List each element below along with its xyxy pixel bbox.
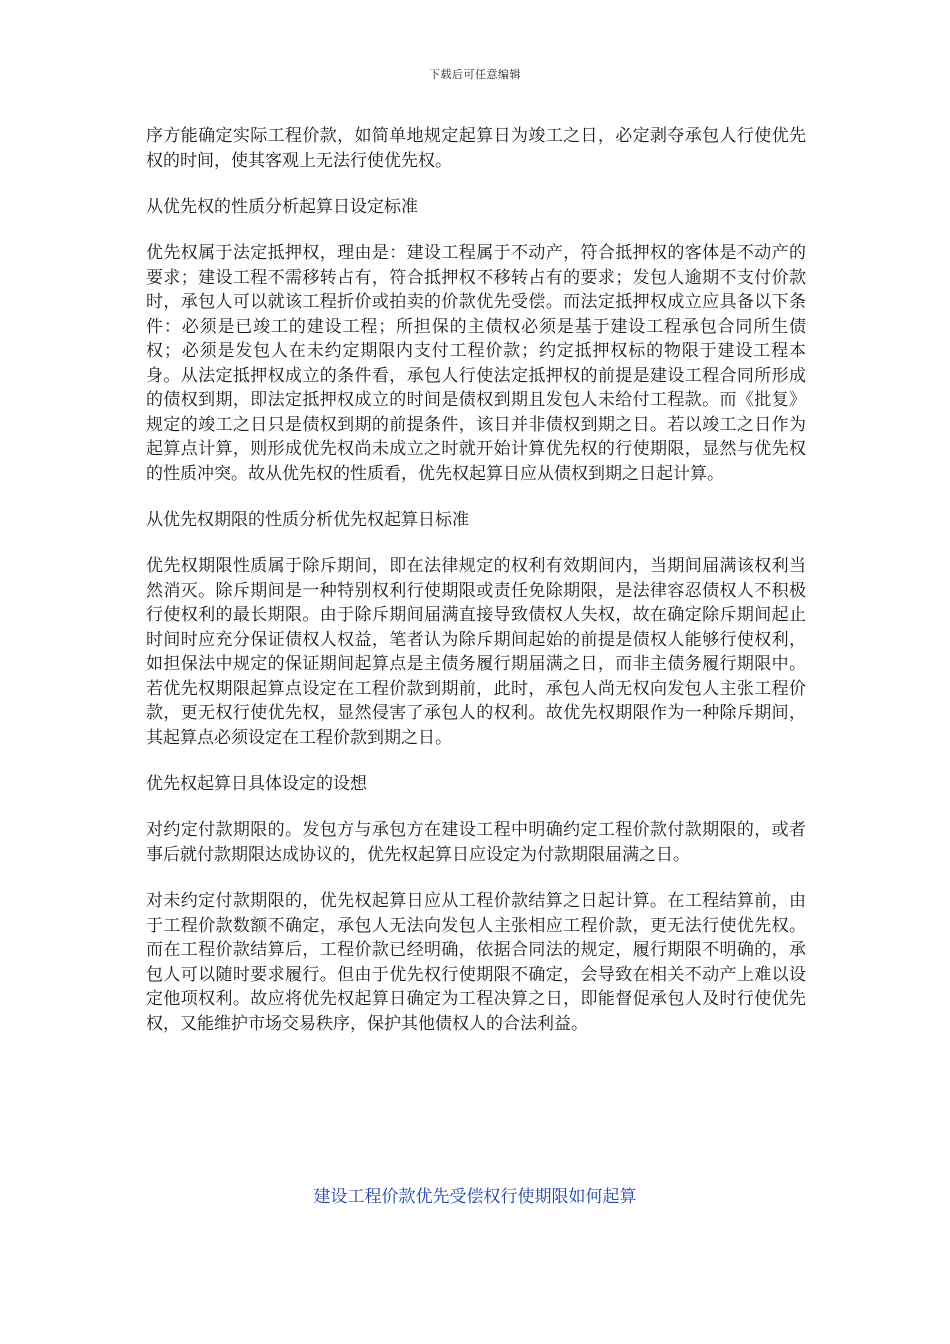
section-heading-proposal: 优先权起算日具体设定的设想 [146,774,367,794]
paragraph-agreed-term: 对约定付款期限的。发包方与承包方在建设工程中明确约定工程价款付款期限的，或者事后就付款期限达成协议的，优先权起算日应设定为付款期限届满之日。 [146,820,806,865]
section-heading-nature: 从优先权的性质分析起算日设定标准 [146,197,418,217]
paragraph-nature: 优先权属于法定抵押权，理由是：建设工程属于不动产，符合抵押权的客体是不动产的要求；建设工程不需移转占有，符合抵押权不移转占有的要求；发包人逾期不支付价款时，承包人可以就该工程折价或拍卖的价款优先受偿。而法定抵押权成立应具备以下条件：必须是已竣工的建设工程；所担保的主债权必须是基于建设工程承包合同所生债权；必须是发包人在未约定期限内支付工程价款；约定抵押权标的物限于建设工程本身。从法定抵押权成立的条件看，承包人行使法定抵押权的前提是建设工程合同所形成的债权到期，即法定抵押权成立的时间是债权到期且发包人未给付工程款。而《批复》规定的竣工之日只是债权到期的前提条件，该日并非债权到期之日。若以竣工之日作为起算点计算，则形成优先权尚未成立之时就开始计算优先权的行使期限，显然与优先权的性质冲突。故从优先权的性质看，优先权起算日应从债权到期之日起计算。 [146,243,806,484]
document-body [146,124,806,1058]
paragraph-period: 优先权期限性质属于除斥期间，即在法律规定的权利有效期间内，当期间届满该权利当然消灭。除斥期间是一种特别权利行使期限或责任免除期限，是法律容忍债权人不积极行使权利的最长期限。由于除斥期间届满直接导致债权人失权，故在确定除斥期间起止时间时应充分保证债权人权益，笔者认为除斥期间起始的前提是债权人能够行使权利，如担保法中规定的保证期间起算点是主债务履行期届满之日，而非主债务履行期限中。若优先权期限起算点设定在工程价款到期前，此时，承包人尚无权向发包人主张工程价款，更无权行使优先权，显然侵害了承包人的权利。故优先权期限作为一种除斥期间，其起算点必须设定在工程价款到期之日。 [146,556,806,748]
paragraph-unagreed-term: 对未约定付款期限的，优先权起算日应从工程价款结算之日起计算。在工程结算前，由于工程价款数额不确定，承包人无法向发包人主张相应工程价款，更无法行使优先权。而在工程价款结算后，工程价款已经明确，依据合同法的规定，履行期限不明确的，承包人可以随时要求履行。但由于优先权行使期限不确定，会导致在相关不动产上难以设定他项权利。故应将优先权起算日确定为工程决算之日，即能督促承包人及时行使优先权，又能维护市场交易秩序，保护其他债权人的合法利益。 [146,891,806,1034]
header-note: 下载后可任意编辑 [429,68,521,81]
section-heading-period: 从优先权期限的性质分析优先权起算日标准 [146,510,469,530]
related-article-link[interactable]: 建设工程价款优先受偿权行使期限如何起算 [313,1187,637,1207]
paragraph-intro: 序方能确定实际工程价款，如简单地规定起算日为竣工之日，必定剥夺承包人行使优先权的时间，使其客观上无法行使优先权。 [146,126,806,171]
